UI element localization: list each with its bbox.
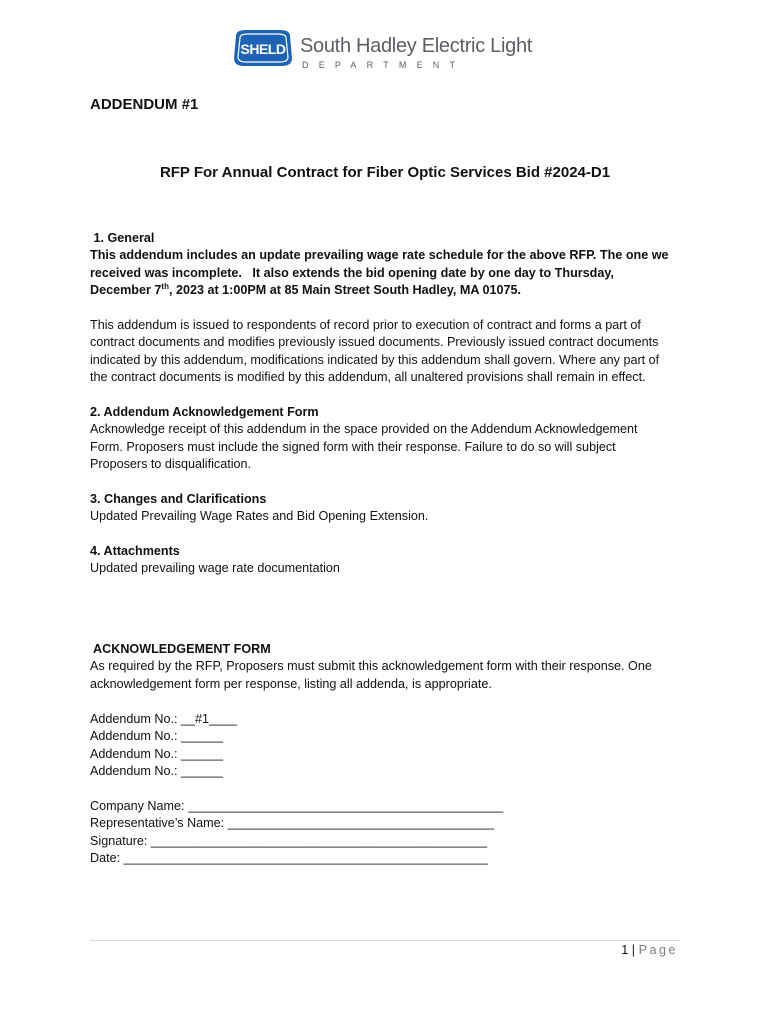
section-acknowledgement-heading: 2. Addendum Acknowledgement Form bbox=[90, 405, 319, 419]
logo-mark-text: SHELD bbox=[240, 41, 286, 57]
section-general bbox=[90, 230, 680, 300]
org-logo bbox=[232, 28, 532, 70]
signature-block bbox=[90, 798, 680, 868]
general-para-line: the contract documents is modified by this addendum, all unaltered provisions shall remain in effect. bbox=[90, 370, 646, 385]
section-changes bbox=[90, 491, 680, 526]
representative-name-field[interactable]: Representative’s Name: ______________________________________ bbox=[90, 816, 494, 831]
general-bold-line-date bbox=[90, 282, 680, 299]
addenda-list bbox=[90, 711, 680, 781]
sheld-logo-icon bbox=[232, 28, 294, 68]
addendum-number-field[interactable]: Addendum No.: ______ bbox=[90, 764, 224, 779]
section-attachments bbox=[90, 543, 680, 578]
company-name-field[interactable]: Company Name: _____________________________________________ bbox=[90, 799, 504, 813]
general-para-line: This addendum is issued to respondents of record prior to execution of contract and forms a part of bbox=[90, 318, 641, 332]
date-field[interactable]: Date: ____________________________________________________ bbox=[90, 851, 488, 866]
section-acknowledgement bbox=[90, 404, 680, 474]
section-general-heading: 1. General bbox=[90, 231, 155, 245]
general-para-line: contract documents and modifies previously issued documents. Previously issued contract documents bbox=[90, 335, 659, 350]
date-superscript: th bbox=[161, 282, 169, 292]
addendum-number-field[interactable]: Addendum No.: ______ bbox=[90, 729, 224, 744]
section-changes-heading: 3. Changes and Clarifications bbox=[90, 492, 267, 506]
addendum-number-field[interactable]: Addendum No.: __#1____ bbox=[90, 712, 238, 726]
page-footer bbox=[621, 943, 678, 957]
changes-text: Updated Prevailing Wage Rates and Bid Opening Extension. bbox=[90, 509, 429, 524]
footer-divider bbox=[90, 940, 680, 941]
section-attachments-heading: 4. Attachments bbox=[90, 544, 180, 558]
date-text-pre: December 7 bbox=[90, 283, 162, 298]
ack-line: Form. Proposers must include the signed form with their response. Failure to do so will subject bbox=[90, 439, 616, 454]
general-para-line: indicated by this addendum, modifications indicated by this addendum shall govern. Where any part of bbox=[90, 352, 660, 367]
document-title: ADDENDUM #1 bbox=[90, 96, 199, 113]
general-bold-line: received was incomplete. It also extends the bid opening date by one day to Thursday, bbox=[90, 265, 614, 280]
document-subtitle: RFP For Annual Contract for Fiber Optic Services Bid #2024-D1 bbox=[159, 164, 611, 181]
ack-form bbox=[90, 641, 680, 693]
ack-line: Proposers to disqualification. bbox=[90, 457, 252, 472]
page-number: 1 bbox=[621, 943, 629, 957]
ack-form-line: As required by the RFP, Proposers must submit this acknowledgement form with their response. One bbox=[90, 659, 652, 674]
date-text-post: , 2023 at 1:00PM at 85 Main Street South Hadley, MA 01075. bbox=[168, 283, 522, 298]
ack-line: Acknowledge receipt of this addendum in the space provided on the Addendum Acknowledgement bbox=[90, 422, 638, 437]
page-separator: | bbox=[628, 943, 639, 957]
general-paragraph bbox=[90, 317, 680, 387]
org-name: South Hadley Electric Light bbox=[300, 35, 533, 57]
logo-text bbox=[300, 28, 532, 70]
ack-form-heading: ACKNOWLEDGEMENT FORM bbox=[90, 642, 271, 656]
attachments-text: Updated prevailing wage rate documentation bbox=[90, 561, 340, 576]
page-word: Page bbox=[638, 943, 678, 957]
org-dept: DEPARTMENT bbox=[302, 60, 466, 70]
addendum-number-field[interactable]: Addendum No.: ______ bbox=[90, 746, 224, 761]
signature-field[interactable]: Signature: ________________________________________________ bbox=[90, 833, 488, 848]
general-bold-line: This addendum includes an update prevailing wage rate schedule for the above RFP. The one we bbox=[90, 248, 669, 263]
ack-form-line: acknowledgement form per response, listing all addenda, is appropriate. bbox=[90, 676, 492, 691]
